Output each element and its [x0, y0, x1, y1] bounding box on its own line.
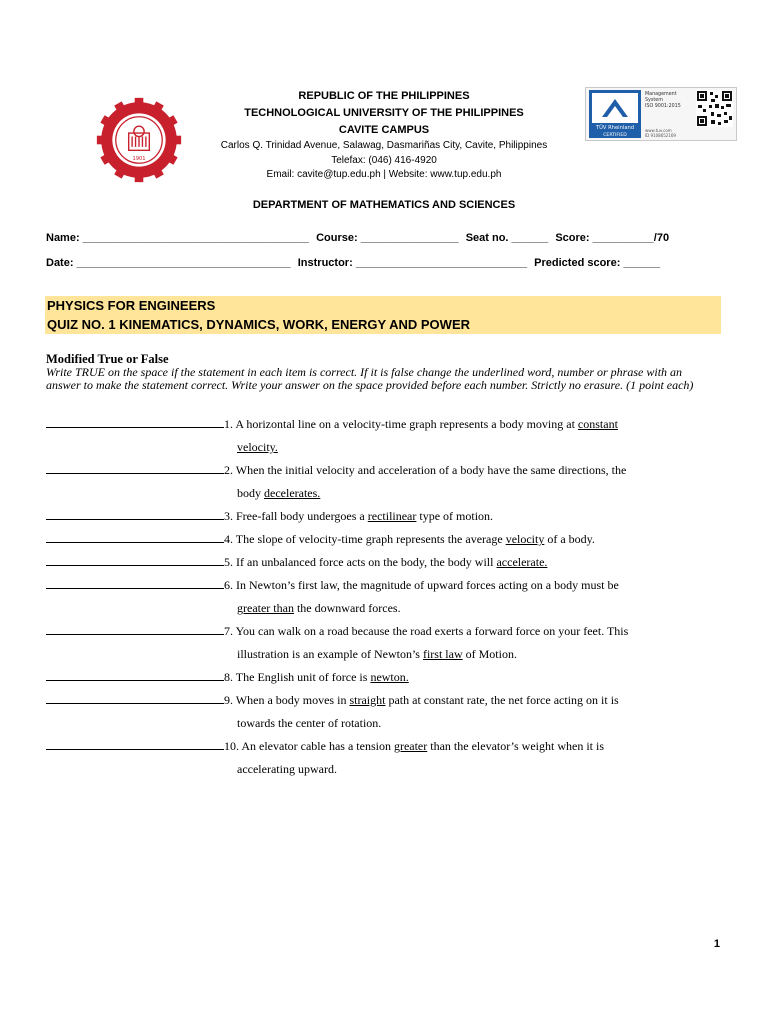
certified-label: CERTIFIED [603, 133, 627, 138]
answer-blank[interactable] [46, 736, 224, 750]
question-number: 9. [224, 693, 233, 707]
fields-row-2 [46, 257, 664, 269]
web-label: www.tuv.com [645, 128, 672, 133]
question-item [46, 551, 722, 574]
predicted-score-field[interactable]: Predicted score: ______ [534, 257, 661, 269]
continuation-text: accelerating upward. [237, 762, 337, 776]
page-number: 1 [713, 938, 720, 950]
question-text: The English unit of force is [235, 670, 371, 684]
question-item [46, 620, 722, 666]
question-item [46, 574, 722, 620]
question-continuation [46, 436, 722, 459]
underlined-term: velocity [505, 532, 545, 546]
management-label: Management [645, 92, 677, 97]
question-item [46, 413, 722, 459]
continuation-underlined-term: greater than [237, 601, 294, 615]
section-title: Modified True or False [46, 352, 169, 366]
question-line [46, 574, 722, 597]
contact-line: Email: cavite@tup.edu.ph | Website: www.tup.edu.ph [266, 169, 502, 180]
date-field[interactable]: Date: ___________________________________ [46, 257, 291, 269]
underlined-term: rectilinear [367, 509, 417, 523]
question-line [46, 620, 722, 643]
question-item [46, 505, 722, 528]
university-name: TECHNOLOGICAL UNIVERSITY OF THE PHILIPPINES [244, 107, 524, 119]
question-text: If an unbalanced force acts on the body, the body will [236, 555, 497, 569]
question-text: The slope of velocity-time graph represents the average [235, 532, 506, 546]
quiz-title: QUIZ NO. 1 KINEMATICS, DYNAMICS, WORK, ENERGY AND POWER [47, 317, 471, 332]
continuation-underlined-term: first law [422, 647, 463, 661]
fields-row-1 [46, 232, 673, 244]
question-continuation [46, 482, 722, 505]
question-item [46, 735, 722, 781]
question-number: 7. [224, 624, 233, 638]
department-title: DEPARTMENT OF MATHEMATICS AND SCIENCES [252, 199, 516, 211]
republic-line: REPUBLIC OF THE PHILIPPINES [298, 90, 470, 102]
question-continuation [46, 712, 722, 735]
question-line [46, 505, 722, 528]
question-number: 2. [224, 463, 233, 477]
continuation-underlined-term: decelerates. [264, 486, 321, 500]
answer-blank[interactable] [46, 575, 224, 589]
question-text: An elevator cable has a tension [241, 739, 394, 753]
question-item [46, 459, 722, 505]
question-text: A horizontal line on a velocity-time graph represents a body moving at [235, 417, 578, 431]
answer-blank[interactable] [46, 506, 224, 520]
campus-name: CAVITE CAMPUS [338, 124, 430, 136]
question-line [46, 689, 722, 712]
question-text: When a body moves in [235, 693, 350, 707]
question-continuation [46, 643, 722, 666]
continuation-text: body [237, 486, 264, 500]
question-number: 4. [224, 532, 233, 546]
question-text: In Newton’s first law, the magnitude of upward forces acting on a body must be [236, 578, 619, 592]
continuation-text-after: of Motion. [462, 647, 517, 661]
score-field[interactable]: Score: __________/70 [555, 232, 670, 244]
section-instructions: Write TRUE on the space if the statement in each item is correct. If it is false change the underlined word, number or phrase with an answer to make the statement correct. Write your answer on the space provided before each number. Strictly no erasure. (1 point each) [46, 365, 694, 392]
underlined-term: straight [349, 693, 386, 707]
question-item [46, 689, 722, 735]
instructions-block [46, 352, 718, 392]
cert-id-label: ID 9108652169 [645, 133, 676, 138]
question-item [46, 666, 722, 689]
question-continuation [46, 597, 722, 620]
answer-blank[interactable] [46, 621, 224, 635]
question-text-after: than the elevator’s weight when it is [427, 739, 605, 753]
answer-blank[interactable] [46, 414, 224, 428]
question-text-after: type of motion. [416, 509, 494, 523]
question-text: You can walk on a road because the road exerts a forward force on your feet. This [235, 624, 629, 638]
question-line [46, 666, 722, 689]
qr-code-icon [696, 90, 733, 127]
question-item [46, 528, 722, 551]
course-field[interactable]: Course: ________________ [316, 232, 459, 244]
question-text-after: path at constant rate, the net force acting on it is [385, 693, 619, 707]
tuv-label: TÜV Rheinland [595, 125, 635, 131]
question-line [46, 413, 722, 436]
quiz-title-banner [45, 296, 721, 334]
question-list [46, 413, 722, 781]
university-header [190, 88, 578, 183]
continuation-text: towards the center of rotation. [237, 716, 382, 730]
question-text-after: of a body. [544, 532, 595, 546]
question-line [46, 551, 722, 574]
question-number: 3. [224, 509, 233, 523]
name-field[interactable]: Name: _____________________________________ [46, 232, 310, 244]
answer-blank[interactable] [46, 667, 224, 681]
underlined-term: constant [577, 417, 618, 431]
continuation-text: illustration is an example of Newton’s [237, 647, 423, 661]
question-number: 10. [224, 739, 239, 753]
underlined-term: accelerate. [496, 555, 548, 569]
campus-address: Carlos Q. Trinidad Avenue, Salawag, Dasmariñas City, Cavite, Philippines [220, 140, 548, 151]
question-text: Free-fall body undergoes a [236, 509, 368, 523]
answer-blank[interactable] [46, 690, 224, 704]
instructor-field[interactable]: Instructor: ____________________________ [297, 257, 528, 269]
question-number: 5. [224, 555, 233, 569]
continuation-text-after: the downward forces. [293, 601, 401, 615]
answer-blank[interactable] [46, 552, 224, 566]
question-number: 6. [224, 578, 233, 592]
question-line [46, 735, 722, 758]
system-label: System [645, 98, 663, 103]
answer-blank[interactable] [46, 460, 224, 474]
university-seal-logo [96, 97, 182, 183]
seat-no-field[interactable]: Seat no. ______ [465, 232, 549, 244]
question-continuation [46, 758, 722, 781]
seal-year-text: 1901 [132, 155, 146, 162]
course-title: PHYSICS FOR ENGINEERS [47, 298, 216, 313]
question-number: 1. [224, 417, 233, 431]
question-line [46, 528, 722, 551]
iso-label: ISO 9001:2015 [645, 104, 681, 109]
question-text: When the initial velocity and acceleration of a body have the same directions, the [235, 463, 627, 477]
telefax: Telefax: (046) 416-4920 [331, 154, 437, 166]
underlined-term: newton. [370, 670, 409, 684]
continuation-underlined-term: velocity. [237, 440, 278, 454]
answer-blank[interactable] [46, 529, 224, 543]
question-number: 8. [224, 670, 233, 684]
iso-certification-badge [585, 87, 737, 141]
underlined-term: greater [393, 739, 428, 753]
question-line [46, 459, 722, 482]
